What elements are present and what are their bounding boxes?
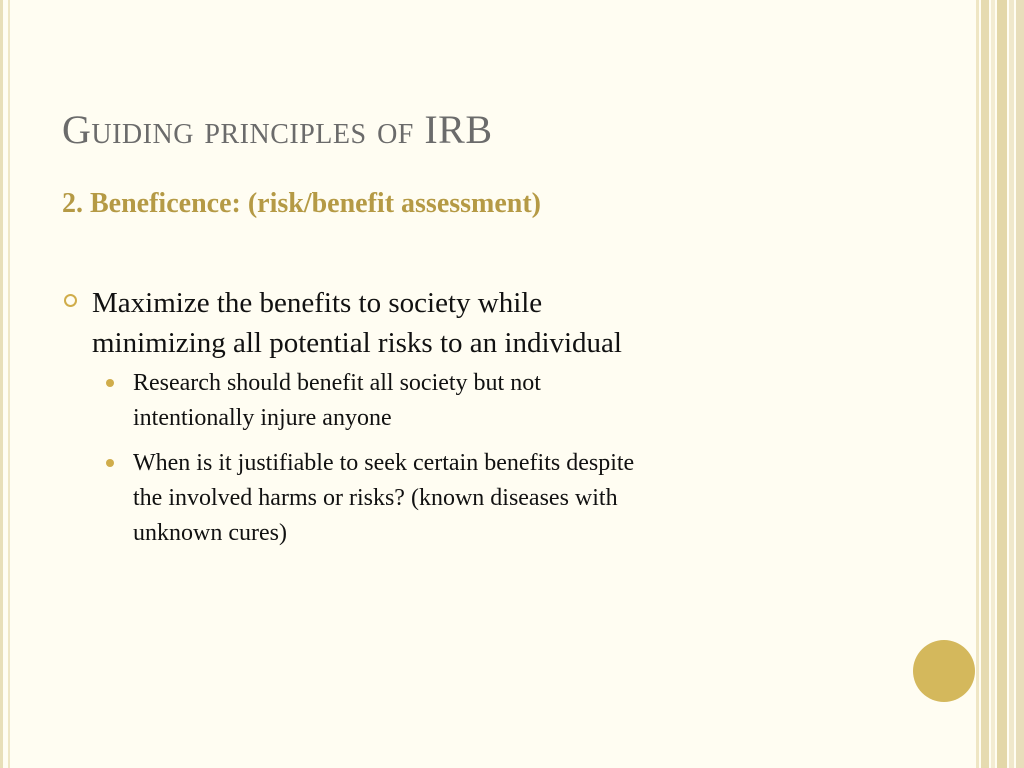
sub-bullet-line: intentionally injure anyone bbox=[133, 405, 392, 431]
main-bullet-line: minimizing all potential risks to an individual bbox=[92, 327, 622, 359]
sub-bullet-line: When is it justifiable to seek certain benefits despite bbox=[133, 450, 635, 476]
right-stripe bbox=[997, 0, 1007, 768]
right-stripe bbox=[991, 0, 995, 768]
right-stripe bbox=[981, 0, 989, 768]
sub-bullet-text bbox=[133, 366, 884, 436]
sub-bullet-line: Research should benefit all society but not bbox=[133, 370, 541, 396]
decorative-circle bbox=[913, 640, 975, 702]
right-stripe bbox=[976, 0, 979, 768]
sub-bullet-item bbox=[104, 366, 884, 436]
sub-bullet-list bbox=[104, 366, 884, 561]
ring-bullet-icon bbox=[64, 294, 77, 307]
slide-subtitle: 2. Beneficence: (risk/benefit assessment) bbox=[62, 188, 542, 219]
left-border-line-inner bbox=[8, 0, 10, 768]
right-stripe bbox=[1009, 0, 1014, 768]
sub-bullet-text bbox=[133, 446, 884, 551]
dot-bullet-icon bbox=[106, 379, 114, 387]
slide-title: Guiding principles of IRB bbox=[62, 107, 493, 152]
sub-bullet-item bbox=[104, 446, 884, 551]
main-bullet-text bbox=[92, 283, 862, 363]
dot-bullet-icon bbox=[106, 459, 114, 467]
left-border-line bbox=[0, 0, 3, 768]
sub-bullet-line: the involved harms or risks? (known diseases with bbox=[133, 485, 618, 511]
right-stripe bbox=[1016, 0, 1024, 768]
main-bullet-line: Maximize the benefits to society while bbox=[92, 287, 543, 319]
sub-bullet-line: unknown cures) bbox=[133, 520, 287, 546]
main-bullet bbox=[62, 283, 862, 363]
